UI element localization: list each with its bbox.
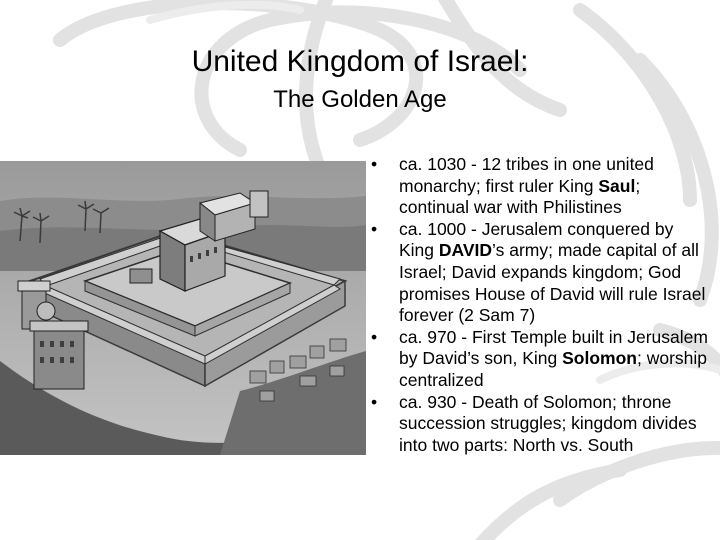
bullet-text: ca. 930 - Death of Solomon; throne succession struggles; kingdom divides into two parts: North vs. South — [399, 391, 697, 455]
bullet-marker: • — [371, 154, 378, 174]
bullet-text: ca. 1030 - 12 tribes in one united monarchy; first ruler King — [399, 154, 654, 196]
swirl-arc — [480, 470, 620, 540]
temple-illustration-drawing — [0, 161, 366, 455]
swirl-arc — [306, 0, 330, 170]
bullet-item — [369, 154, 709, 219]
slide-title: United Kingdom of Israel: — [191, 45, 529, 78]
bullet-text: ; continual war with Philistines — [399, 175, 641, 218]
bullet-text: ’s army; made capital of all Israel; David expands kingdom; God promises House of David will rule Israel forever (2 Sam 7) — [399, 240, 706, 326]
bullet-emphasis: Saul — [598, 175, 636, 196]
bullet-item — [369, 219, 709, 327]
bullet-text: ca. 970 - First Temple built in Jerusalem by David’s son, King — [399, 326, 708, 369]
bullet-item — [369, 327, 709, 392]
bullet-emphasis: Solomon — [562, 348, 637, 369]
bullet-list — [369, 154, 709, 456]
bullet-emphasis: DAVID — [438, 240, 493, 261]
bullet-text: ca. 1000 - Jerusalem conquered by King — [399, 218, 674, 261]
bullet-marker: • — [371, 326, 378, 347]
slide-subtitle: The Golden Age — [273, 86, 447, 113]
bullet-item — [369, 392, 709, 457]
bullet-marker: • — [371, 391, 378, 412]
bullet-marker: • — [371, 218, 378, 239]
bullet-text: ; worship centralized — [399, 348, 707, 390]
temple-illustration — [0, 161, 366, 455]
